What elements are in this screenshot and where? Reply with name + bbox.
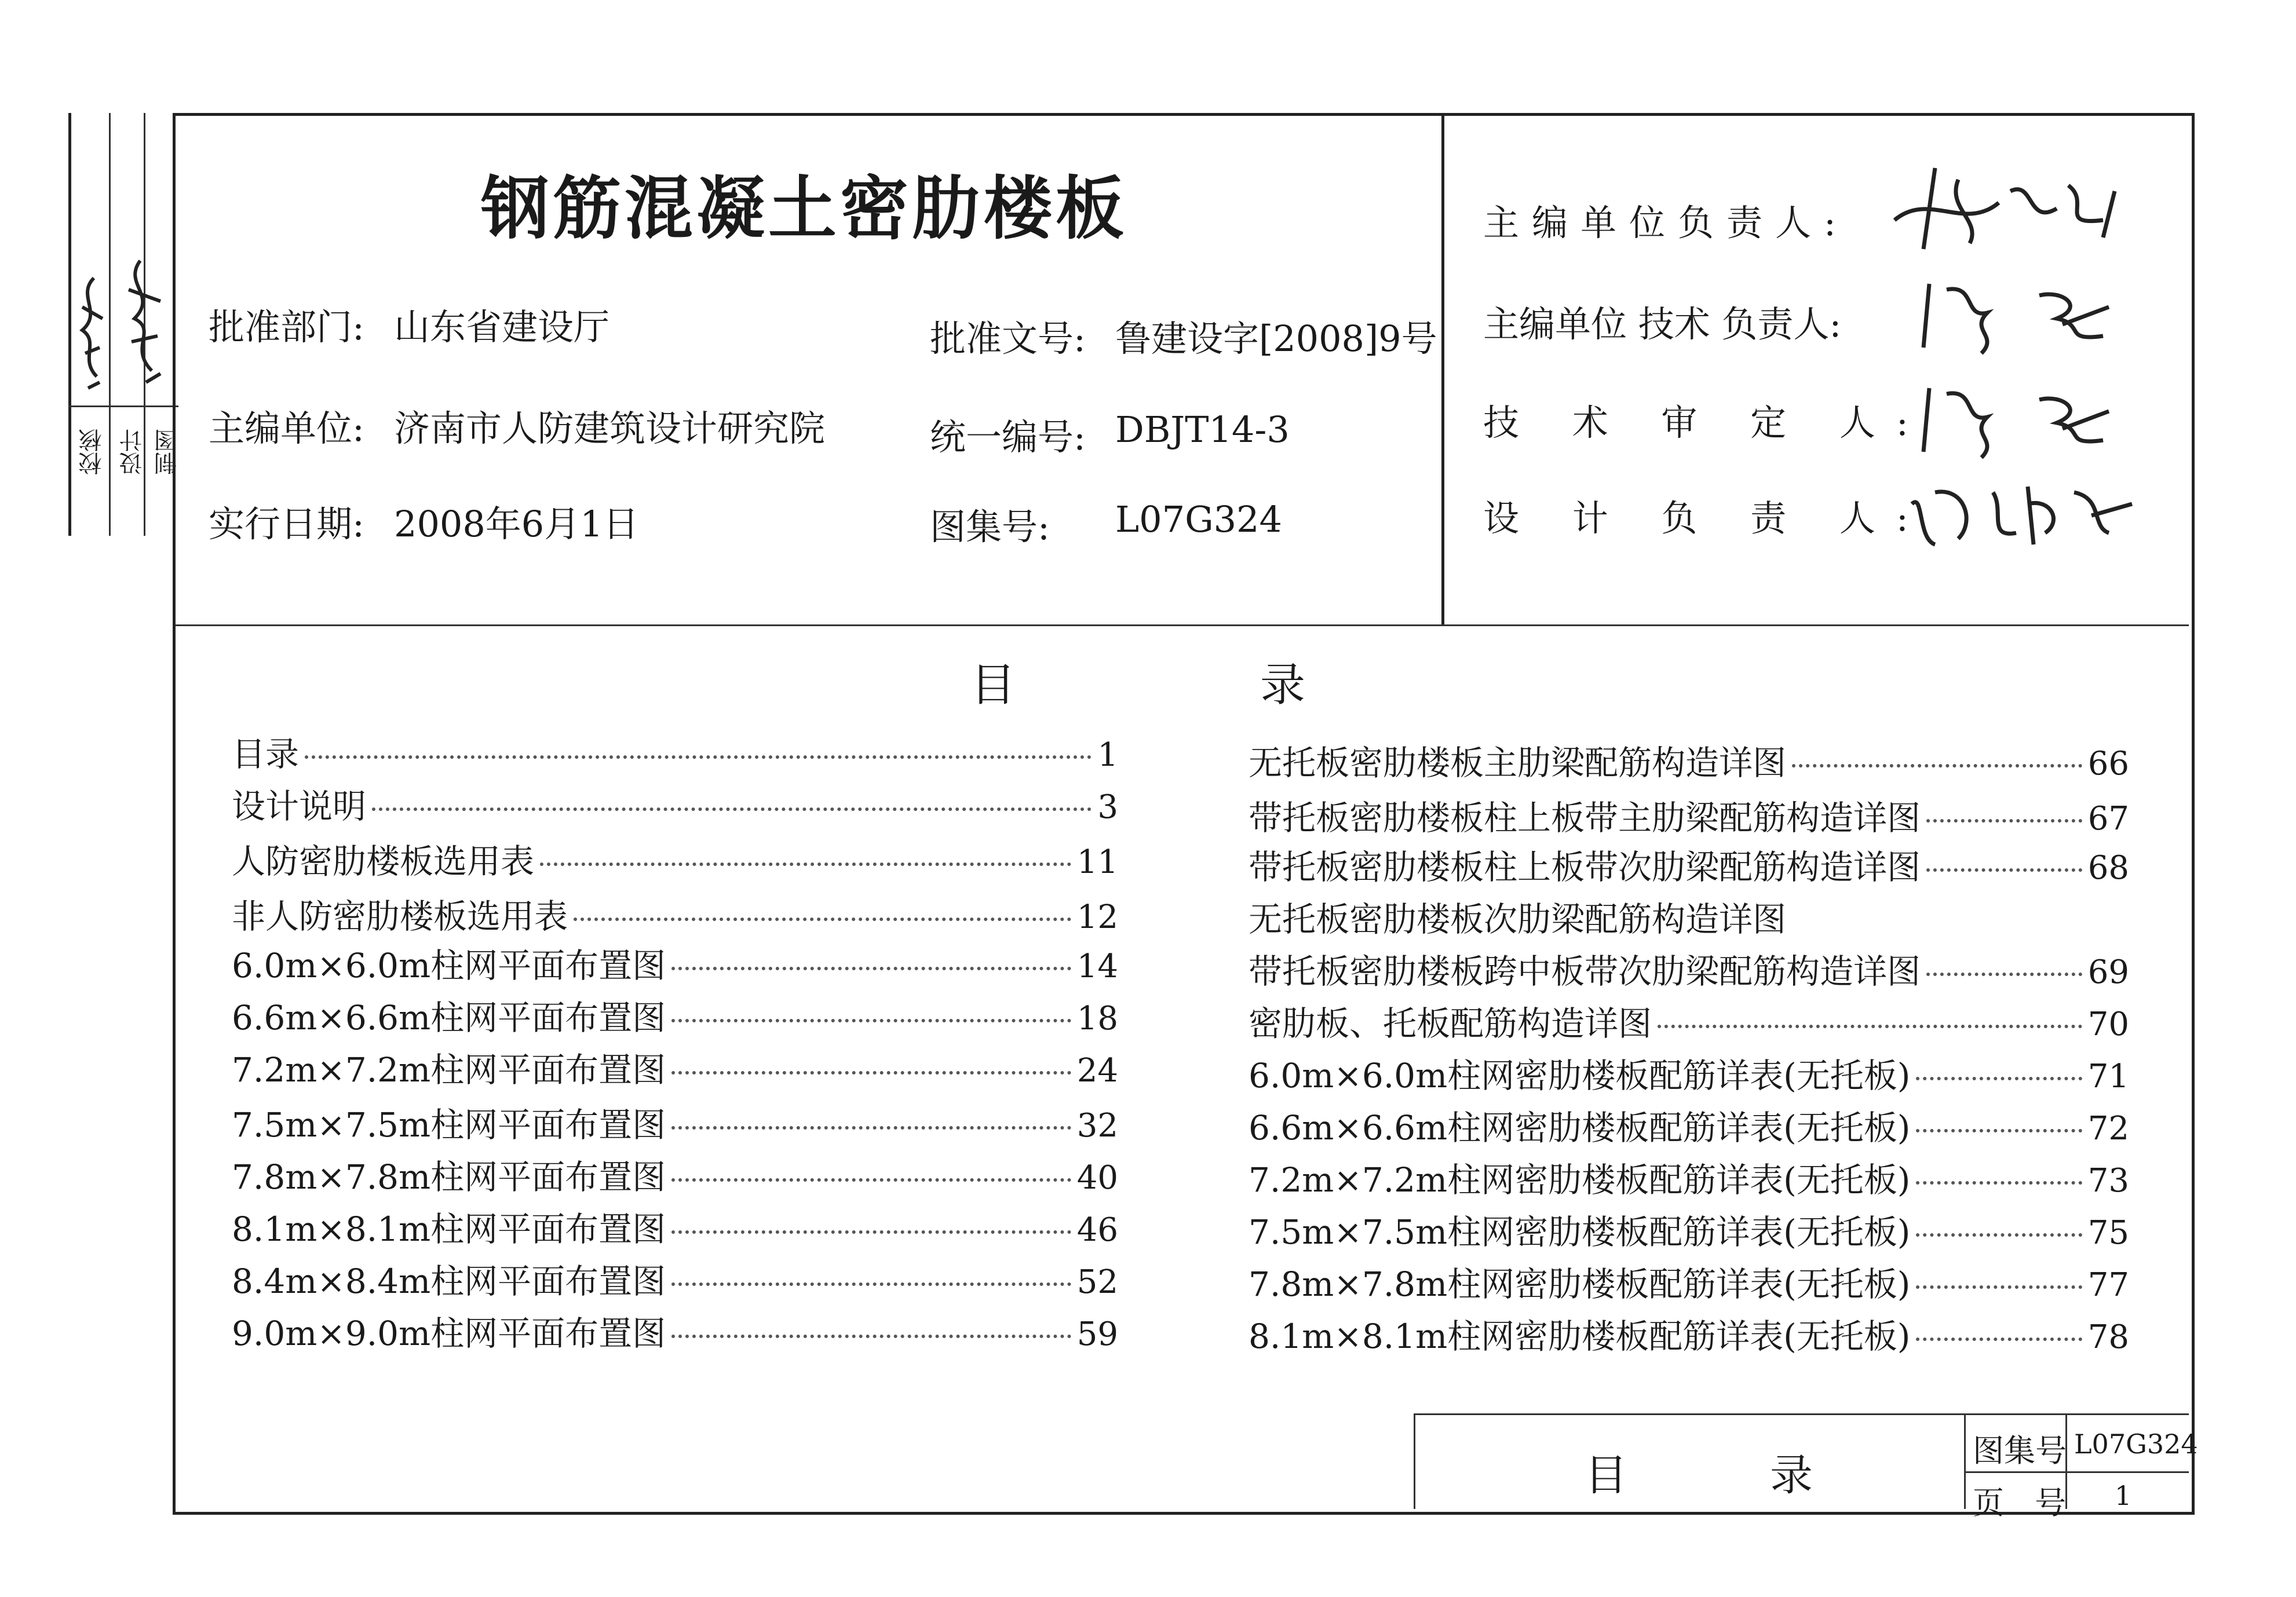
toc-entry-title: 7.5m×7.5m柱网密肋楼板配筋详表(无托板): [1249, 1212, 1911, 1252]
approval-dept: 山东省建设厅: [394, 306, 610, 348]
side-strip-divider: [68, 405, 178, 407]
toc-entry-title: 7.2m×7.2m柱网密肋楼板配筋详表(无托板): [1249, 1160, 1911, 1200]
approval-no-label: 批准文号:: [930, 317, 1086, 360]
header-divider-horizontal: [176, 624, 2189, 626]
toc-entry-title: 非人防密肋楼板选用表: [232, 897, 568, 936]
toc-leader: [1916, 1077, 2082, 1080]
toc-entry-page: 32: [1076, 1107, 1118, 1145]
toc-entry-page: 77: [2087, 1266, 2129, 1304]
toc-entry[interactable]: [232, 1043, 1118, 1091]
toc-entry-page: 40: [1076, 1159, 1118, 1197]
toc-entry-title: 带托板密肋楼板跨中板带次肋梁配筋构造详图: [1249, 952, 1921, 991]
title-block-divider: [1964, 1413, 1966, 1509]
toc-entry-title: 8.1m×8.1m柱网平面布置图: [232, 1209, 666, 1249]
toc-entry-title: 6.0m×6.0m柱网平面布置图: [232, 946, 666, 985]
toc-entry-title: 7.2m×7.2m柱网平面布置图: [232, 1050, 666, 1090]
toc-entry-page: 75: [2087, 1214, 2129, 1252]
toc-entry[interactable]: [232, 938, 1118, 987]
title-block-atlas-value: L07G324: [2074, 1428, 2198, 1460]
toc-entry[interactable]: [232, 727, 1118, 776]
toc-entry[interactable]: [1249, 1153, 2129, 1201]
header-divider-vertical: [1441, 116, 1444, 626]
title-block-atlas-label: 图集号: [1973, 1432, 2067, 1469]
toc-entry-title: 6.6m×6.6m柱网密肋楼板配筋详表(无托板): [1249, 1108, 1911, 1147]
toc-leader: [671, 1071, 1071, 1075]
toc-entry-page: 78: [2087, 1318, 2129, 1356]
toc-leader: [372, 807, 1092, 811]
title-block-top-border: [1414, 1413, 2189, 1415]
toc-entry-page: 69: [2087, 953, 2129, 991]
toc-entry-page: 1: [1097, 736, 1118, 774]
toc-entry-title: 9.0m×9.0m柱网平面布置图: [232, 1314, 666, 1353]
atlas-no: L07G324: [1115, 498, 1282, 540]
responsible-tech-head-label: 主编单位 技术 负责人:: [1483, 303, 1842, 345]
toc-entry[interactable]: [1249, 944, 2129, 993]
toc-leader: [1916, 1337, 2082, 1341]
toc-entry-page: 68: [2087, 849, 2129, 887]
toc-leader: [671, 1282, 1071, 1286]
editor: 济南市人防建筑设计研究院: [394, 407, 826, 450]
toc-entry-page: 67: [2087, 800, 2129, 838]
side-label-draw: 制图: [154, 429, 181, 475]
side-strip-divider: [109, 113, 111, 536]
toc-entry-title: 带托板密肋楼板柱上板带次肋梁配筋构造详图: [1249, 847, 1921, 887]
toc-entry[interactable]: [1249, 1048, 2129, 1097]
toc-entry[interactable]: [1249, 1205, 2129, 1254]
toc-entry[interactable]: [1249, 996, 2129, 1045]
toc-leader: [671, 1335, 1071, 1338]
toc-entry[interactable]: [232, 834, 1118, 883]
signature-design-head: [1900, 469, 2144, 556]
toc-heading-right: 录: [1260, 659, 1306, 711]
side-label-design: 设计: [119, 429, 146, 475]
toc-entry-title: 密肋板、托板配筋构造详图: [1249, 1004, 1652, 1043]
title-block-page-label: 页 号: [1973, 1485, 2077, 1521]
toc-entry-title: 8.4m×8.4m柱网平面布置图: [232, 1262, 666, 1301]
toc-entry-title: 6.0m×6.0m柱网密肋楼板配筋详表(无托板): [1249, 1056, 1911, 1095]
title-block-left-border: [1414, 1413, 1415, 1509]
title-block-name-left: 目: [1585, 1450, 1627, 1500]
toc-leader: [671, 1178, 1071, 1182]
toc-entry-title: 目录: [232, 734, 300, 774]
responsible-design-label: 设 计 负 责 人:: [1483, 497, 1929, 539]
unified-no: DBJT14-3: [1115, 408, 1290, 451]
toc-entry-page: 3: [1097, 788, 1118, 826]
toc-entry-page: 12: [1076, 898, 1118, 936]
effective-date-label: 实行日期:: [209, 503, 364, 545]
responsible-review-label: 技 术 审 定 人:: [1483, 401, 1929, 444]
toc-entry[interactable]: [232, 1098, 1118, 1146]
toc-entry[interactable]: [232, 991, 1118, 1039]
toc-entry[interactable]: [232, 889, 1118, 938]
toc-entry-page: 70: [2087, 1006, 2129, 1043]
toc-entry-page: 11: [1076, 843, 1118, 881]
toc-leader: [1926, 973, 2082, 976]
toc-entry-title: 设计说明: [232, 787, 367, 826]
toc-entry-title: 无托板密肋楼板主肋梁配筋构造详图: [1249, 743, 1787, 783]
toc-entry-page: 59: [1076, 1315, 1118, 1353]
approval-no: 鲁建设字[2008]9号: [1115, 317, 1437, 360]
toc-entry-title: 人防密肋楼板选用表: [232, 842, 535, 881]
signature-review: [1912, 371, 2144, 463]
effective-date: 2008年6月1日: [394, 503, 639, 545]
toc-entry[interactable]: [1249, 1309, 2129, 1358]
toc-heading-left: 目: [970, 659, 1016, 711]
toc-entry[interactable]: [1249, 1101, 2129, 1149]
toc-entry[interactable]: [232, 1306, 1118, 1355]
approval-dept-label: 批准部门:: [209, 306, 364, 348]
toc-entry-title: 8.1m×8.1m柱网密肋楼板配筋详表(无托板): [1249, 1317, 1911, 1356]
toc-entry[interactable]: [232, 1202, 1118, 1251]
toc-entry-title: 无托板密肋楼板次肋梁配筋构造详图: [1249, 900, 1787, 939]
atlas-no-label: 图集号:: [930, 506, 1050, 548]
toc-leader: [1658, 1025, 2082, 1028]
toc-entry-title: 7.8m×7.8m柱网平面布置图: [232, 1157, 666, 1197]
signature-editor-head: [1883, 156, 2126, 255]
toc-leader: [1916, 1129, 2082, 1132]
toc-entry-title: 7.8m×7.8m柱网密肋楼板配筋详表(无托板): [1249, 1265, 1911, 1304]
toc-leader: [574, 918, 1071, 921]
toc-entry-page: 71: [2087, 1058, 2129, 1095]
toc-entry-page: 24: [1076, 1052, 1118, 1090]
toc-leader: [1792, 764, 2082, 768]
toc-entry[interactable]: [1249, 892, 2129, 941]
toc-entry-page: 18: [1076, 1000, 1118, 1037]
title-block-page-value: 1: [2115, 1480, 2132, 1511]
toc-entry[interactable]: [1249, 840, 2129, 889]
toc-entry-page: 73: [2087, 1162, 2129, 1200]
toc-leader: [1916, 1285, 2082, 1289]
toc-leader: [671, 967, 1071, 970]
toc-entry-page: 14: [1076, 948, 1118, 985]
toc-leader: [671, 1019, 1071, 1022]
title-block-row-divider: [1964, 1471, 2189, 1473]
toc-entry[interactable]: [232, 1254, 1118, 1303]
toc-entry[interactable]: [1249, 736, 2129, 784]
signature-tech-head: [1912, 266, 2144, 359]
signature-check: [71, 272, 108, 400]
toc-entry[interactable]: [232, 1150, 1118, 1198]
toc-leader: [1916, 1181, 2082, 1185]
unified-no-label: 统一编号:: [930, 416, 1086, 458]
toc-entry-page: 46: [1076, 1211, 1118, 1249]
toc-entry[interactable]: [232, 779, 1118, 828]
signature-design: [111, 249, 175, 400]
toc-entry-title: 7.5m×7.5m柱网平面布置图: [232, 1105, 666, 1145]
toc-leader: [671, 1126, 1071, 1130]
toc-entry-page: 66: [2087, 745, 2129, 783]
toc-entry-page: 52: [1076, 1263, 1118, 1301]
responsible-editor-head-label: 主编单位负责人:: [1483, 202, 1849, 244]
title-block-name-right: 录: [1770, 1450, 1813, 1500]
editor-label: 主编单位:: [209, 407, 364, 450]
toc-leader: [305, 755, 1092, 759]
toc-entry-title: 6.6m×6.6m柱网平面布置图: [232, 998, 666, 1037]
document-title: 钢筋混凝土密肋楼板: [481, 169, 1128, 248]
toc-entry-page: 72: [2087, 1110, 2129, 1147]
toc-entry-title: 带托板密肋楼板柱上板带主肋梁配筋构造详图: [1249, 798, 1921, 838]
toc-entry[interactable]: [1249, 791, 2129, 839]
side-label-check: 校核: [79, 429, 105, 475]
toc-leader: [540, 863, 1071, 866]
toc-leader: [1926, 868, 2082, 872]
toc-leader: [671, 1230, 1071, 1234]
toc-leader: [1916, 1233, 2082, 1237]
toc-leader: [1926, 819, 2082, 823]
toc-entry[interactable]: [1249, 1257, 2129, 1306]
